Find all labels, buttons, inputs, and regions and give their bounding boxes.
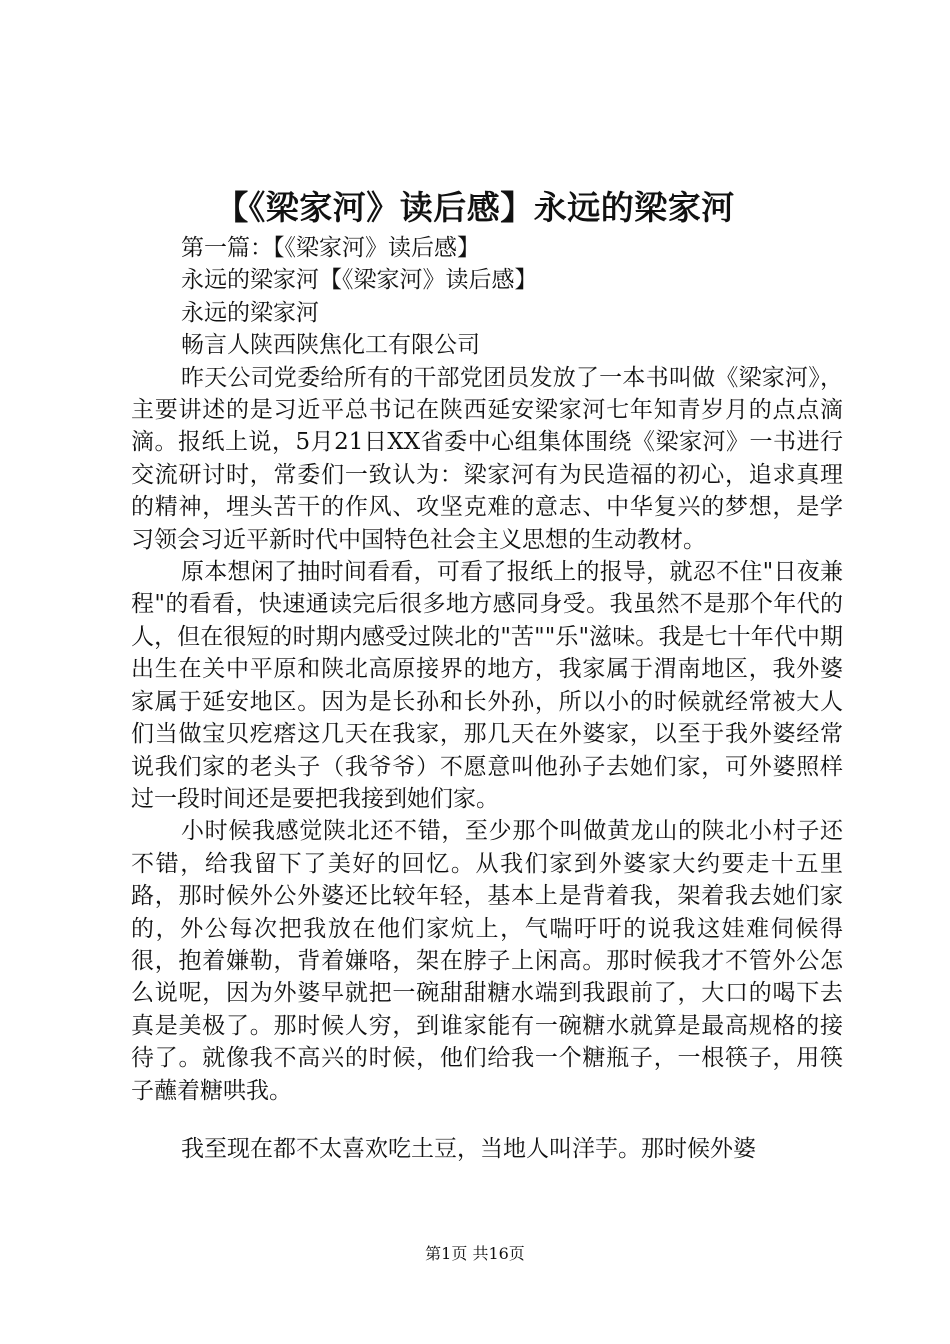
paragraph-author: 畅言人陕西陕焦化工有限公司 [181,332,480,359]
paragraph-body: 我至现在都不太喜欢吃土豆，当地人叫洋芋。那时候外婆 [181,1135,756,1162]
paragraph-body: 小时候我感觉陕北还不错，至少那个叫做黄龙山的陕北小村子还不错，给我留下了美好的回忆。从我们家到外婆家大约要走十五里路，那时候外公外婆还比较年轻，基本上是背着我，架着我去她们家的，外公每次把我放在他们家炕上，气喘吁吁的说我这娃难伺候得很，抱着嫌勒，背着嫌咯，架在脖子上闲高。那时候我才不管外公怎么说呢，因为外婆早就把一碗甜甜糖水端到我跟前了，大口的喝下去真是美极了。那时候人穷，到谁家能有一碗糖水就算是最高规格的接待了。就像我不高兴的时候，他们给我一个糖瓶子，一根筷子，用筷子蘸着糖哄我。 [131,818,843,1104]
paragraph-part-heading: 第一篇：【《梁家河》读后感】 [181,235,480,261]
paragraph-body: 昨天公司党委给所有的干部党团员发放了一本书叫做《梁家河》，主要讲述的是习近平总书记在陕西延安梁家河七年知青岁月的点点滴滴。报纸上说，5月21日XX省委中心组集体围绕《梁家河》一书进行交流研讨时，常委们一致认为：梁家河有为民造福的初心，追求真理的精神，埋头苦干的作风、攻坚克难的意志、中华复兴的梦想，是学习领会习近平新时代中国特色社会主义思想的生动教材。 [131,364,843,553]
paragraph-body: 原本想闲了抽时间看看，可看了报纸上的报导，就忍不住"日夜兼程"的看看，快速通读完后很多地方感同身受。我虽然不是那个年代的人，但在很短的时期内感受过陕北的"苦""乐"滋味。我是七十年代中期出生在关中平原和陕北高原接界的地方，我家属于渭南地区，我外婆家属于延安地区。因为是长孙和长外孙，所以小的时候就经常被大人们当做宝贝疙瘩这几天在我家，那几天在外婆家，以至于我外婆经常说我们家的老头子（我爷爷）不愿意叫他孙子去她们家，可外婆照样过一段时间还是要把我接到她们家。 [131,559,843,812]
paragraph-essay-title: 永远的梁家河 [181,299,319,326]
document-body [131,232,843,1165]
paragraph-subtitle: 永远的梁家河【《梁家河》读后感】 [181,267,538,294]
page-number-footer: 第1页 共16页 [425,1244,525,1263]
document-title: 【《梁家河》读后感】永远的梁家河 [215,188,735,227]
